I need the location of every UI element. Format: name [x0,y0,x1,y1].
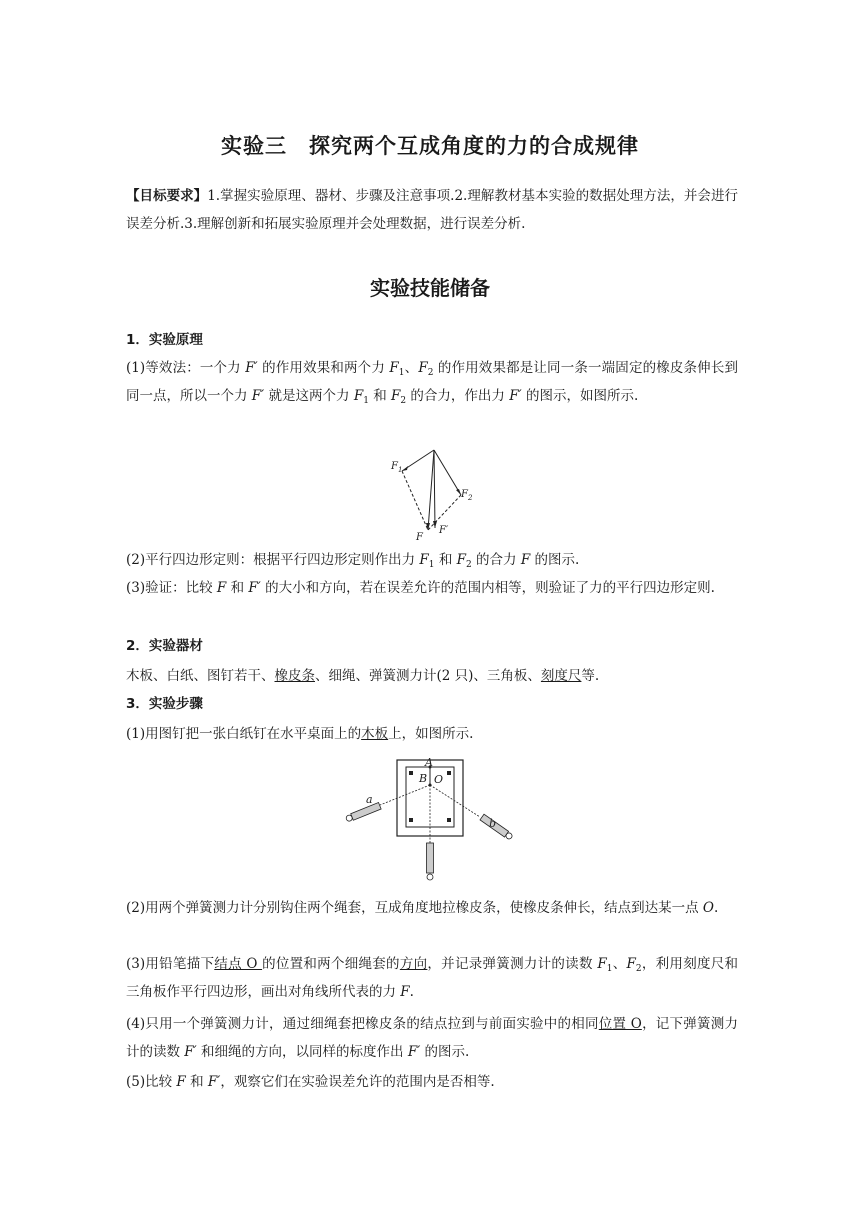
principle-p1 [126,354,738,410]
symbol: F [597,956,607,972]
label-f: F [416,532,423,543]
steps-p3 [126,950,738,1006]
symbol: O [702,900,714,916]
symbol: F [391,388,401,404]
label-fprime: F′ [439,525,449,536]
symbol: F [419,552,429,568]
underlined-term: 橡皮条 [274,668,315,684]
text: 和 [368,388,392,404]
subscript: 2 [400,396,407,406]
page-title: 实验三 探究两个互成角度的力的合成规律 [221,134,639,158]
symbol: F [456,552,466,568]
fprime-vector [434,450,435,528]
symbol: F′ [245,360,258,376]
text: 的图示. [420,1044,470,1060]
f2-vector [434,450,461,495]
subscript: 1 [398,368,405,378]
principle-heading-text: 1．实验原理 [126,332,203,348]
subscript: 2 [427,368,434,378]
underlined-term: 方向 [399,956,428,972]
steps-p4 [126,1010,738,1066]
text: 、 [612,956,627,972]
equipment-heading-text: 2．实验器材 [126,638,203,654]
symbol: F [353,388,364,404]
pin [447,818,451,822]
principle-heading [126,326,738,354]
label-f2: $F_2$ [461,489,473,502]
f-vector [428,450,434,530]
subscript: 1 [606,964,613,974]
symbol: F′ [251,388,265,404]
underlined-term: 位置 O [598,1016,642,1032]
text: ，并记录弹簧测力计的读数 [427,956,598,972]
equipment-heading [126,632,738,660]
underlined-term: 木板 [361,726,389,742]
text: 、 [404,360,419,376]
section-title: 实验技能储备 [370,276,490,300]
steps-p1 [126,720,738,748]
text: (4)只用一个弹簧测力计，通过细绳套把橡皮条的结点拉到与前面实验中的相同 [126,1016,599,1032]
symbol: F′ [248,580,261,596]
text: 和 [434,552,457,568]
principle-p3 [126,574,738,602]
text: 的图示. [530,552,580,568]
text: (2)用两个弹簧测力计分别钩住两个绳套，互成角度地拉橡皮条，使橡皮条伸长，结点到达某一点 [126,900,703,916]
label-b-point: B [419,772,428,785]
text: 上，如图所示. [388,726,474,742]
label-scale-b: b [489,817,497,830]
subscript: 2 [635,964,642,974]
text: 和 [185,1074,208,1090]
text: 的大小和方向，若在误差允许的范围内相等，则验证了力的平行四边形定则. [260,580,715,596]
pin [447,771,451,775]
subscript: 2 [466,560,472,570]
text: 的位置和两个细绳套的 [262,956,400,972]
text: (2)平行四边形定则：根据平行四边形定则作出力 [126,552,420,568]
text: ，利用刻度尺和三角板作平行四边形，画出对角线所代表的力 [126,956,739,1000]
text: 木板、白纸、图钉若干、 [126,668,275,684]
underlined-term: 结点 O [214,956,263,972]
text: ，记下弹簧测力计的读数 [126,1016,739,1060]
force-parallelogram-figure [386,445,486,545]
steps-heading [126,690,738,718]
text: . [409,984,414,1000]
symbol: F [389,360,399,376]
text: . [714,900,719,916]
text: (1)等效法：一个力 [126,360,246,376]
equipment-list [126,662,738,690]
spring-scale-b [480,814,514,840]
symbol: F′ [207,1074,221,1090]
text: (3)用铅笔描下 [126,956,215,972]
text: (3)验证：比较 [126,580,217,596]
pin [409,818,413,822]
goal-text: 1.掌握实验原理、器材、步骤及注意事项.2.理解教材基本实验的数据处理方法，并会进行误差分析.3.理解创新和拓展实验原理并会处理数据，进行误差分析. [126,188,738,232]
symbol: F′ [407,1044,421,1060]
text: 、细绳、弹簧测力计(2 只)、三角板、 [315,668,541,684]
experiment-setup-figure [340,755,520,885]
symbol: F [400,984,410,1000]
text: 和 [226,580,249,596]
symbol: F [520,552,531,568]
steps-p5 [126,1068,738,1096]
label-o-point: O [434,773,444,786]
goal-paragraph [126,182,738,238]
text: 和细绳的方向，以同样的标度作出 [196,1044,408,1060]
symbol: F [418,360,428,376]
underlined-term: 刻度尺 [540,668,582,684]
text: 的作用效果和两个力 [257,360,390,376]
spring-scale-a [345,803,381,823]
text: (1)用图钉把一张白纸钉在水平桌面上的 [126,726,362,742]
text: 的合力，作出力 [406,388,510,404]
dashed-side-1 [402,471,428,530]
subscript: 1 [363,396,369,406]
label-f1: $F_1$ [391,461,403,474]
symbol: F′ [509,388,522,404]
principle-p2 [126,546,738,574]
symbol: F [216,580,227,596]
text: 就是这两个力 [264,388,354,404]
text: 等. [581,668,600,684]
text: (5)比较 [126,1074,177,1090]
pin [409,771,413,775]
text: 的作用效果都是让同一条一端固定的橡皮条伸长到同一点，所以一个力 [126,360,738,404]
subscript: 1 [428,560,435,570]
symbol: F [626,956,636,972]
steps-p2 [126,894,738,922]
text: 的合力 [471,552,521,568]
text: 的图示，如图所示. [521,388,639,404]
steps-heading-text: 3．实验步骤 [126,696,203,712]
label-scale-a: a [366,793,373,806]
label-a-point: A [425,756,433,769]
text: ，观察它们在实验误差允许的范围内是否相等. [220,1074,495,1090]
symbol: F′ [184,1044,197,1060]
symbol: F [176,1074,186,1090]
spring-scale-center [427,843,434,880]
goal-tag: 【目标要求】 [126,188,208,204]
